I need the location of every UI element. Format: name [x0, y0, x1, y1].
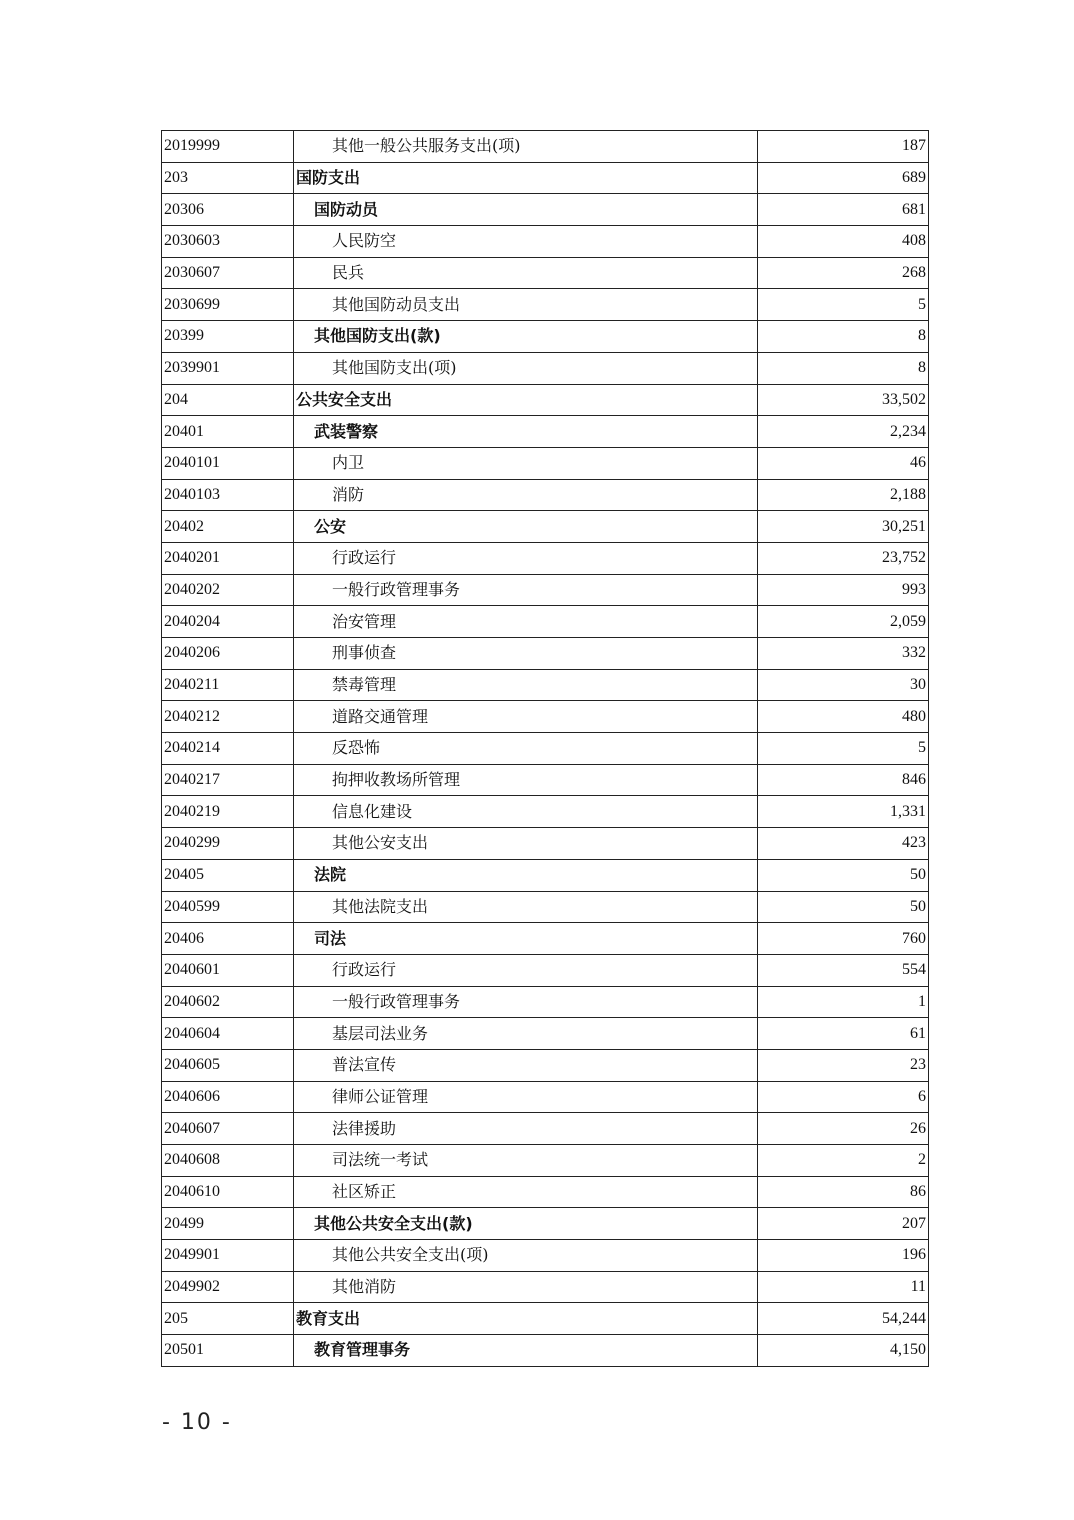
- subject-name-cell: 律师公证管理: [294, 1081, 758, 1113]
- table-row: [162, 1303, 929, 1335]
- subject-code-cell: 20501: [162, 1335, 294, 1367]
- subject-code-cell: 2040212: [162, 701, 294, 733]
- table-row: [162, 764, 929, 796]
- subject-code-cell: 20405: [162, 859, 294, 891]
- subject-code-cell: 2040604: [162, 1018, 294, 1050]
- table-row: [162, 1113, 929, 1145]
- subject-code-cell: 20401: [162, 416, 294, 448]
- subject-name-cell: 其他消防: [294, 1271, 758, 1303]
- subject-name-cell: 其他国防动员支出: [294, 289, 758, 321]
- subject-code-cell: 20306: [162, 194, 294, 226]
- subject-name-cell: 其他一般公共服务支出(项): [294, 131, 758, 163]
- subject-code-cell: 20399: [162, 321, 294, 353]
- subject-code-cell: 2049901: [162, 1240, 294, 1272]
- subject-name-cell: 公共安全支出: [294, 384, 758, 416]
- subject-name-cell: 教育管理事务: [294, 1335, 758, 1367]
- amount-cell: 423: [758, 828, 929, 860]
- table-row: [162, 1145, 929, 1177]
- table-row: [162, 923, 929, 955]
- table-row: [162, 954, 929, 986]
- table-row: [162, 321, 929, 353]
- amount-cell: 207: [758, 1208, 929, 1240]
- amount-cell: 5: [758, 733, 929, 765]
- amount-cell: 11: [758, 1271, 929, 1303]
- amount-cell: 50: [758, 891, 929, 923]
- table-row: [162, 131, 929, 163]
- table-row: [162, 828, 929, 860]
- table-row: [162, 796, 929, 828]
- amount-cell: 8: [758, 352, 929, 384]
- amount-cell: 681: [758, 194, 929, 226]
- subject-code-cell: 2040601: [162, 954, 294, 986]
- amount-cell: 30: [758, 669, 929, 701]
- amount-cell: 1,331: [758, 796, 929, 828]
- subject-code-cell: 20499: [162, 1208, 294, 1240]
- subject-name-cell: 反恐怖: [294, 733, 758, 765]
- table-row: [162, 1176, 929, 1208]
- subject-code-cell: 2030603: [162, 226, 294, 258]
- subject-code-cell: 2019999: [162, 131, 294, 163]
- subject-name-cell: 信息化建设: [294, 796, 758, 828]
- budget-table-body: [162, 131, 929, 1367]
- table-row: [162, 859, 929, 891]
- subject-name-cell: 其他国防支出(款): [294, 321, 758, 353]
- subject-name-cell: 国防支出: [294, 162, 758, 194]
- subject-name-cell: 其他法院支出: [294, 891, 758, 923]
- subject-name-cell: 其他公共安全支出(项): [294, 1240, 758, 1272]
- amount-cell: 33,502: [758, 384, 929, 416]
- amount-cell: 26: [758, 1113, 929, 1145]
- amount-cell: 46: [758, 447, 929, 479]
- table-row: [162, 574, 929, 606]
- table-row: [162, 447, 929, 479]
- amount-cell: 689: [758, 162, 929, 194]
- amount-cell: 760: [758, 923, 929, 955]
- amount-cell: 196: [758, 1240, 929, 1272]
- page-number: - 10 -: [162, 1410, 232, 1435]
- subject-code-cell: 2030607: [162, 257, 294, 289]
- subject-code-cell: 2040214: [162, 733, 294, 765]
- amount-cell: 23,752: [758, 542, 929, 574]
- amount-cell: 8: [758, 321, 929, 353]
- subject-name-cell: 一般行政管理事务: [294, 574, 758, 606]
- table-row: [162, 162, 929, 194]
- subject-name-cell: 法院: [294, 859, 758, 891]
- subject-code-cell: 2039901: [162, 352, 294, 384]
- table-row: [162, 416, 929, 448]
- subject-code-cell: 2040204: [162, 606, 294, 638]
- amount-cell: 187: [758, 131, 929, 163]
- amount-cell: 4,150: [758, 1335, 929, 1367]
- table-row: [162, 226, 929, 258]
- subject-code-cell: 2040299: [162, 828, 294, 860]
- subject-code-cell: 2049902: [162, 1271, 294, 1303]
- amount-cell: 480: [758, 701, 929, 733]
- table-row: [162, 511, 929, 543]
- subject-name-cell: 拘押收教场所管理: [294, 764, 758, 796]
- table-row: [162, 986, 929, 1018]
- subject-code-cell: 2040606: [162, 1081, 294, 1113]
- subject-code-cell: 2040201: [162, 542, 294, 574]
- subject-name-cell: 人民防空: [294, 226, 758, 258]
- table-row: [162, 1049, 929, 1081]
- subject-name-cell: 一般行政管理事务: [294, 986, 758, 1018]
- subject-code-cell: 2040101: [162, 447, 294, 479]
- subject-code-cell: 205: [162, 1303, 294, 1335]
- subject-name-cell: 禁毒管理: [294, 669, 758, 701]
- subject-name-cell: 治安管理: [294, 606, 758, 638]
- table-row: [162, 1018, 929, 1050]
- table-row: [162, 479, 929, 511]
- amount-cell: 332: [758, 638, 929, 670]
- table-row: [162, 289, 929, 321]
- table-row: [162, 1271, 929, 1303]
- table-row: [162, 638, 929, 670]
- amount-cell: 993: [758, 574, 929, 606]
- subject-code-cell: 2040605: [162, 1049, 294, 1081]
- amount-cell: 2: [758, 1145, 929, 1177]
- subject-code-cell: 2040219: [162, 796, 294, 828]
- amount-cell: 5: [758, 289, 929, 321]
- subject-name-cell: 内卫: [294, 447, 758, 479]
- subject-code-cell: 2040103: [162, 479, 294, 511]
- subject-name-cell: 司法统一考试: [294, 1145, 758, 1177]
- subject-name-cell: 国防动员: [294, 194, 758, 226]
- subject-name-cell: 其他公共安全支出(款): [294, 1208, 758, 1240]
- amount-cell: 408: [758, 226, 929, 258]
- subject-code-cell: 2030699: [162, 289, 294, 321]
- table-row: [162, 1208, 929, 1240]
- subject-name-cell: 司法: [294, 923, 758, 955]
- table-row: [162, 701, 929, 733]
- amount-cell: 50: [758, 859, 929, 891]
- table-row: [162, 733, 929, 765]
- subject-code-cell: 2040607: [162, 1113, 294, 1145]
- subject-name-cell: 基层司法业务: [294, 1018, 758, 1050]
- subject-code-cell: 2040610: [162, 1176, 294, 1208]
- subject-name-cell: 教育支出: [294, 1303, 758, 1335]
- table-row: [162, 1081, 929, 1113]
- amount-cell: 554: [758, 954, 929, 986]
- subject-name-cell: 道路交通管理: [294, 701, 758, 733]
- subject-name-cell: 刑事侦查: [294, 638, 758, 670]
- amount-cell: 1: [758, 986, 929, 1018]
- amount-cell: 2,059: [758, 606, 929, 638]
- subject-name-cell: 其他公安支出: [294, 828, 758, 860]
- table-row: [162, 1240, 929, 1272]
- table-row: [162, 257, 929, 289]
- table-row: [162, 669, 929, 701]
- amount-cell: 268: [758, 257, 929, 289]
- subject-name-cell: 法律援助: [294, 1113, 758, 1145]
- budget-table: [161, 130, 929, 1367]
- subject-name-cell: 行政运行: [294, 542, 758, 574]
- table-row: [162, 352, 929, 384]
- amount-cell: 86: [758, 1176, 929, 1208]
- subject-name-cell: 行政运行: [294, 954, 758, 986]
- table-row: [162, 891, 929, 923]
- subject-code-cell: 20402: [162, 511, 294, 543]
- amount-cell: 6: [758, 1081, 929, 1113]
- subject-name-cell: 民兵: [294, 257, 758, 289]
- subject-code-cell: 2040602: [162, 986, 294, 1018]
- table-row: [162, 1335, 929, 1367]
- table-row: [162, 606, 929, 638]
- subject-code-cell: 204: [162, 384, 294, 416]
- subject-code-cell: 2040217: [162, 764, 294, 796]
- amount-cell: 2,188: [758, 479, 929, 511]
- subject-code-cell: 2040206: [162, 638, 294, 670]
- amount-cell: 30,251: [758, 511, 929, 543]
- amount-cell: 54,244: [758, 1303, 929, 1335]
- subject-code-cell: 2040211: [162, 669, 294, 701]
- subject-code-cell: 203: [162, 162, 294, 194]
- subject-name-cell: 消防: [294, 479, 758, 511]
- amount-cell: 61: [758, 1018, 929, 1050]
- subject-code-cell: 2040599: [162, 891, 294, 923]
- amount-cell: 23: [758, 1049, 929, 1081]
- table-row: [162, 542, 929, 574]
- amount-cell: 2,234: [758, 416, 929, 448]
- subject-name-cell: 其他国防支出(项): [294, 352, 758, 384]
- subject-name-cell: 普法宣传: [294, 1049, 758, 1081]
- subject-name-cell: 武装警察: [294, 416, 758, 448]
- subject-code-cell: 2040608: [162, 1145, 294, 1177]
- table-row: [162, 384, 929, 416]
- table-row: [162, 194, 929, 226]
- subject-code-cell: 20406: [162, 923, 294, 955]
- amount-cell: 846: [758, 764, 929, 796]
- subject-code-cell: 2040202: [162, 574, 294, 606]
- subject-name-cell: 公安: [294, 511, 758, 543]
- subject-name-cell: 社区矫正: [294, 1176, 758, 1208]
